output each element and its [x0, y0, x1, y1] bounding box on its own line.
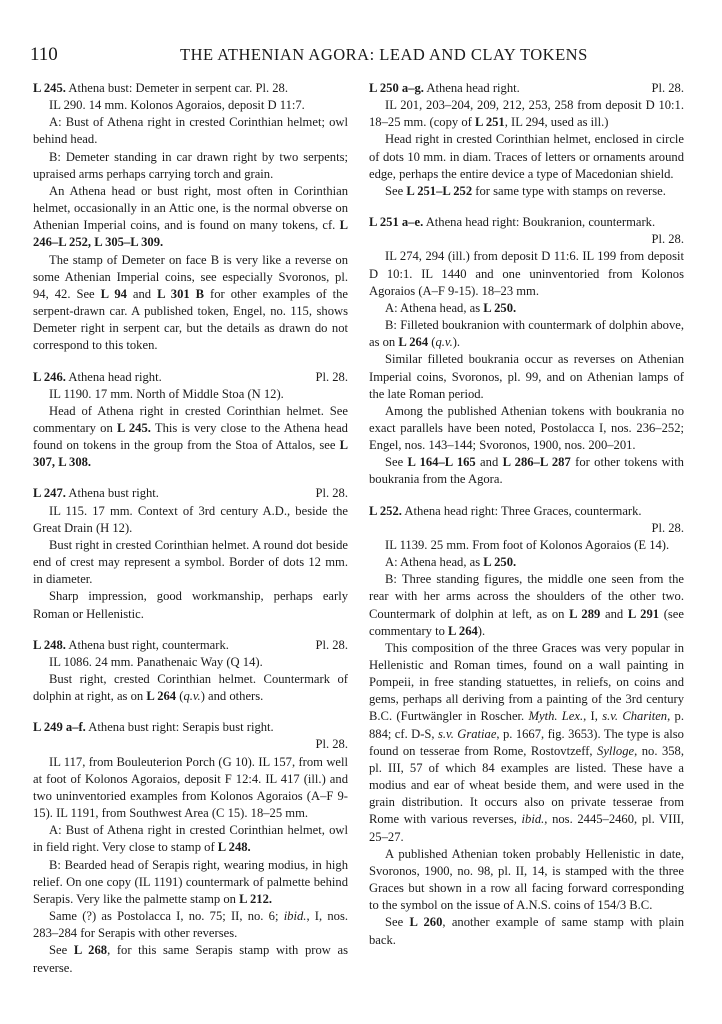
- commentary: The stamp of Demeter on face B is very like a reverse on some Athenian Imperial coins, see especially Svoronos, pl. 94, 42. See L 94 and L 301 B for other examples of the serpent-drawn car. A published token, Engel, no. 115, shows Demeter right in serpent car, but the details as drawn do not correspond to this token.: [33, 252, 348, 353]
- inventory-line: IL 1190. 17 mm. North of Middle Stoa (N 12).: [49, 386, 284, 401]
- entry-id: L 251 a–e.: [369, 215, 424, 230]
- running-head: THE ATHENIAN AGORA: LEAD AND CLAY TOKENS: [180, 45, 588, 64]
- entry-id: L 245.: [33, 81, 66, 95]
- face-a: A: Athena head, as L 250.: [385, 300, 517, 315]
- entry-id: L 250 a–g.: [369, 81, 424, 95]
- inventory-line: IL 115. 17 mm. Context of 3rd century A.D., beside the Great Drain (H 12).: [33, 503, 348, 535]
- entry-heading: L 252. Athena head right: Three Graces, countermark.: [369, 503, 642, 518]
- plate-ref: Pl. 28.: [315, 737, 348, 752]
- plate-ref: Pl. 28.: [651, 81, 684, 95]
- entry-id: L 249 a–f.: [33, 720, 86, 735]
- entry-heading: L 251 a–e. Athena head right: Boukranion, countermark.: [369, 215, 656, 230]
- commentary: See L 260, another example of same stamp with plain back.: [369, 915, 684, 947]
- commentary: See L 164–L 165 and L 286–L 287 for other tokens with boukrania from the Agora.: [369, 455, 684, 487]
- inventory-line: IL 1086. 24 mm. Panathenaic Way (Q 14).: [49, 654, 263, 669]
- face-b: B: Filleted boukranion with countermark of dolphin above, as on L 264 (q.v.).: [369, 318, 684, 350]
- entry-id: L 248.: [33, 637, 66, 652]
- right-column: [369, 80, 684, 963]
- entry-l252: [369, 503, 684, 949]
- entry-id: L 246.: [33, 369, 66, 384]
- inventory-line: IL 117, from Bouleuterion Porch (G 10). IL 157, from well at foot of Kolonos Agoraios, deposit F 12:4. IL 417 (ill.) and two uninventoried examples from Kolonos Agoraios (A–F 9-15). IL 1191, from Southwest Area (C 15). 18–25 mm.: [33, 754, 348, 821]
- commentary: Similar filleted boukrania occur as reverses on Athenian Imperial coins, Svoronos, pl. 99, and on Athenian lamps of the late Roman period.: [369, 352, 684, 401]
- commentary: An Athena head or bust right, most often in Corinthian helmet, occasionally in an Attic one, is the normal obverse on Athenian Imperial coins, and is found on many tokens, cf. L 246–L 252, L 305–L 309.: [33, 183, 348, 250]
- entry-heading: L 250 a–g. Athena head right. Pl. 28.: [369, 80, 684, 97]
- entry-heading: L 249 a–f. Athena bust right: Serapis bust right.: [33, 720, 274, 735]
- face-a: A: Bust of Athena right in crested Corinthian helmet; owl behind head.: [33, 115, 348, 147]
- inventory-line: IL 1139. 25 mm. From foot of Kolonos Agoraios (E 14).: [385, 537, 670, 552]
- entry-heading: L 247. Athena bust right. Pl. 28.: [33, 485, 348, 502]
- entry-l251: [369, 214, 684, 489]
- inventory-line: IL 274, 294 (ill.) from deposit D 11:6. IL 199 from deposit D 10:1. IL 1440 and one uninventoried from Kolonos Agoraios (A–F 9-15). 18–23 mm.: [369, 249, 684, 298]
- commentary: Bust right, crested Corinthian helmet. Countermark of dolphin at right, as on L 264 (q.v.) and others.: [33, 672, 348, 704]
- face-b: B: Demeter standing in car drawn right by two serpents; upraised arms perhaps carrying torch and grain.: [33, 149, 348, 181]
- entry-l248: [33, 637, 348, 706]
- entry-id: L 252.: [369, 503, 402, 518]
- face-b: B: Three standing figures, the middle one seen from the rear with her arms across the shoulders of the other two. Countermark of dolphin at left, as on L 289 and L 291 (see commentary to L 264).: [369, 572, 684, 638]
- commentary: See L 251–L 252 for same type with stamps on reverse.: [385, 183, 666, 198]
- entry-heading: L 246. Athena head right. Pl. 28.: [33, 369, 348, 386]
- plate-ref: Pl. 28.: [315, 369, 348, 384]
- entry-id: L 247.: [33, 486, 66, 501]
- entry-l249: [33, 719, 348, 976]
- entry-l246: [33, 369, 348, 472]
- plate-ref: Pl. 28.: [315, 637, 348, 652]
- commentary: Sharp impression, good workmanship, perhaps early Roman or Hellenistic.: [33, 589, 348, 621]
- entry-l247: [33, 485, 348, 622]
- entry-l250: [369, 80, 684, 200]
- commentary: Same (?) as Postolacca I, no. 75; II, no. 6; ibid., I, nos. 283–284 for Serapis with other reverses.: [33, 909, 348, 941]
- entry-l245: [33, 80, 348, 355]
- inventory-line: IL 290. 14 mm. Kolonos Agoraios, deposit D 11:7.: [49, 98, 305, 113]
- entry-heading: L 245. Athena bust: Demeter in serpent car. Pl. 28.: [33, 81, 288, 95]
- commentary: Head right in crested Corinthian helmet, enclosed in circle of dots 10 mm. in diam. Traces of letters or ornaments around edge, perhaps the entire device a type of Macedonian shield.: [369, 132, 684, 181]
- commentary: Bust right in crested Corinthian helmet. A round dot beside end of crest may represent a symbol. Border of dots 12 mm. in diameter.: [33, 537, 348, 587]
- inventory-line: IL 201, 203–204, 209, 212, 253, 258 from deposit D 10:1. 18–25 mm. (copy of L 251, IL 294, used as ill.): [369, 98, 684, 130]
- face-b: B: Bearded head of Serapis right, wearing modius, in high relief. On one copy (IL 1191) countermark of palmette behind Serapis. Very like the palmette stamp on L 212.: [33, 857, 348, 906]
- plate-ref: Pl. 28.: [651, 520, 684, 535]
- page-number: 110: [30, 44, 58, 65]
- commentary: See L 268, for this same Serapis stamp with prow as reverse.: [33, 943, 348, 975]
- plate-ref: Pl. 28.: [315, 486, 348, 501]
- page-header: [30, 44, 690, 68]
- face-a: A: Athena head, as L 250.: [385, 555, 517, 570]
- entry-heading: L 248. Athena bust right, countermark. Pl. 28.: [33, 637, 348, 654]
- face-a: A: Bust of Athena right in crested Corinthian helmet, owl in field right. Very close to stamp of L 248.: [33, 823, 348, 855]
- commentary: Among the published Athenian tokens with boukrania no exact parallels have been noted, Postolacca I, nos. 236–252; Engel, nos. 143–144; Svoronos, 1900, nos. 200–201.: [369, 403, 684, 453]
- commentary: Head of Athena right in crested Corinthian helmet. See commentary on L 245. This is very close to the Athena head found on tokens in the group from the Stoa of Attalos, see L 307, L 308.: [33, 403, 348, 470]
- plate-ref: Pl. 28.: [651, 232, 684, 247]
- commentary: A published Athenian token probably Hellenistic in date, Svoronos, 1900, no. 98, pl. II, 14, is stamped with the three Graces but shown in a row all facing forward corresponding to the symbol on the issue of A.N.S. coins of 154/3 B.C.: [369, 846, 684, 913]
- left-column: [33, 80, 348, 991]
- commentary: This composition of the three Graces was very popular in Hellenistic and Roman times, found on a wall painting in Pompeii, in free standing statuettes, in reliefs, on coins and gems, perhaps all deriving from a painting of the 3rd century B.C. (Furtwängler in Roscher. Myth. Lex., I, s.v. Chariten, p. 884; cf. D-S, s.v. Gratiae, p. 1667, fig. 3653). The type is also found on tesserae from Rome, Rostovtzeff, Sylloge, no. 358, pl. III, 57 of which 84 examples are listed. These have a modius and ear of wheat beside them, and were used in the grain distribution. It occurs also on private tesserae from Rome with various reverses, ibid., nos. 2445–2460, pl. VIII, 25–27.: [369, 640, 685, 844]
